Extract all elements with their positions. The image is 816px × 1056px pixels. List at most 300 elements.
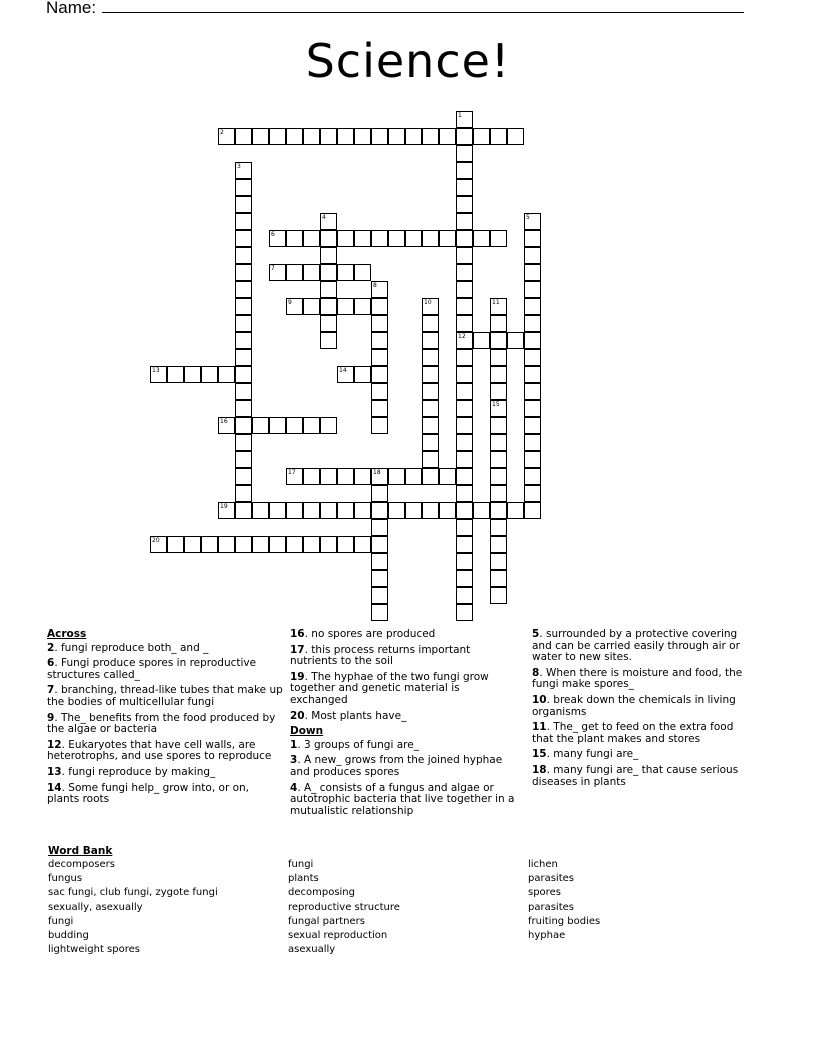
clue-number: 5 [526, 214, 530, 221]
grid-cell[interactable] [303, 230, 320, 247]
grid-cell[interactable] [337, 128, 354, 145]
grid-cell[interactable] [405, 502, 422, 519]
grid-cell[interactable] [371, 281, 388, 298]
word-bank-item: sexually, asexually [48, 901, 143, 913]
clue-number: 3 [290, 754, 298, 767]
grid-cell[interactable] [235, 179, 252, 196]
grid-cell[interactable] [456, 502, 473, 519]
grid-cell[interactable] [303, 417, 320, 434]
grid-cell[interactable] [490, 451, 507, 468]
word-bank-header: Word Bank [48, 845, 113, 857]
grid-cell[interactable] [354, 230, 371, 247]
grid-cell[interactable] [456, 400, 473, 417]
clue-number: 17 [290, 643, 305, 656]
grid-cell[interactable] [235, 502, 252, 519]
grid-cell[interactable] [456, 247, 473, 264]
grid-cell[interactable] [150, 536, 167, 553]
grid-cell[interactable] [456, 417, 473, 434]
grid-cell[interactable] [456, 230, 473, 247]
grid-cell[interactable] [473, 230, 490, 247]
grid-cell[interactable] [235, 264, 252, 281]
grid-cell[interactable] [422, 315, 439, 332]
word-bank-item: fungi [288, 859, 314, 870]
grid-cell[interactable] [320, 128, 337, 145]
grid-cell[interactable] [422, 417, 439, 434]
grid-cell[interactable] [371, 553, 388, 570]
grid-cell[interactable] [303, 264, 320, 281]
grid-cell[interactable] [456, 332, 473, 349]
grid-cell[interactable] [456, 145, 473, 162]
grid-cell[interactable] [320, 502, 337, 519]
grid-cell[interactable] [456, 485, 473, 502]
grid-cell[interactable] [235, 485, 252, 502]
grid-cell[interactable] [490, 570, 507, 587]
grid-cell[interactable] [303, 298, 320, 315]
grid-cell[interactable] [456, 366, 473, 383]
word-bank-column [48, 858, 218, 957]
grid-cell[interactable] [524, 213, 541, 230]
grid-cell[interactable] [235, 281, 252, 298]
grid-cell[interactable] [524, 247, 541, 264]
clue-number: 9 [288, 299, 292, 306]
grid-cell[interactable] [354, 502, 371, 519]
word-bank-item: decomposers [48, 859, 116, 870]
grid-cell[interactable] [473, 332, 490, 349]
grid-cell[interactable] [286, 298, 303, 315]
grid-cell[interactable] [524, 332, 541, 349]
clue-item: 17. this process returns important nutrients to the soil [290, 643, 471, 668]
grid-cell[interactable] [286, 128, 303, 145]
clue-number: 4 [290, 781, 298, 794]
clue-number: 2 [220, 129, 224, 136]
grid-cell[interactable] [405, 128, 422, 145]
grid-cell[interactable] [371, 570, 388, 587]
grid-cell[interactable] [456, 587, 473, 604]
word-bank-item: fruiting bodies [528, 915, 601, 927]
clue-number: 11 [492, 299, 500, 306]
grid-cell[interactable] [388, 502, 405, 519]
word-bank-column [288, 858, 400, 957]
grid-cell[interactable] [371, 332, 388, 349]
grid-cell[interactable] [286, 230, 303, 247]
grid-cell[interactable] [524, 434, 541, 451]
grid-cell[interactable] [371, 417, 388, 434]
grid-cell[interactable] [320, 213, 337, 230]
clue-item: 8. When there is moisture and food, the fungi make spores_ [532, 666, 743, 691]
grid-cell[interactable] [490, 485, 507, 502]
grid-cell[interactable] [235, 230, 252, 247]
grid-cell[interactable] [235, 468, 252, 485]
grid-cell[interactable] [303, 502, 320, 519]
grid-cell[interactable] [422, 332, 439, 349]
grid-cell[interactable] [201, 536, 218, 553]
grid-cell[interactable] [456, 553, 473, 570]
clue-number: 18 [373, 469, 381, 476]
grid-cell[interactable] [405, 230, 422, 247]
clue-number: 13 [47, 765, 62, 778]
grid-cell[interactable] [269, 128, 286, 145]
word-bank-item: budding [48, 930, 89, 942]
grid-cell[interactable] [524, 383, 541, 400]
grid-cell[interactable] [456, 451, 473, 468]
grid-cell[interactable] [422, 502, 439, 519]
grid-cell[interactable] [524, 315, 541, 332]
clue-item: 14. Some fungi help_ grow into, or on, plants roots [47, 781, 250, 806]
grid-cell[interactable] [337, 298, 354, 315]
clue-item: 10. break down the chemicals in living organisms [532, 693, 736, 718]
grid-cell[interactable] [439, 128, 456, 145]
grid-cell[interactable] [337, 264, 354, 281]
word-bank-column [528, 858, 600, 943]
grid-cell[interactable] [507, 502, 524, 519]
grid-cell[interactable] [235, 434, 252, 451]
clue-number: 6 [47, 657, 55, 670]
grid-cell[interactable] [456, 383, 473, 400]
word-bank-item: fungal partners [288, 915, 365, 927]
clue-item: 9. The_ benefits from the food produced by the algae or bacteria [47, 711, 276, 736]
clue-number: 10 [532, 693, 547, 706]
grid-cell[interactable] [235, 400, 252, 417]
name-label: Name: [46, 0, 97, 17]
grid-cell[interactable] [456, 315, 473, 332]
clue-number: 16 [290, 628, 305, 640]
clue-item: 11. The_ get to feed on the extra food that the plant makes and stores [532, 721, 734, 745]
grid-cell[interactable] [235, 536, 252, 553]
grid-cell[interactable] [422, 349, 439, 366]
grid-cell[interactable] [490, 230, 507, 247]
grid-cell[interactable] [456, 281, 473, 298]
grid-cell[interactable] [490, 400, 507, 417]
clue-item: 15. many fungi are_ [532, 748, 639, 761]
grid-cell[interactable] [422, 298, 439, 315]
grid-cell[interactable] [252, 417, 269, 434]
grid-cell[interactable] [524, 230, 541, 247]
grid-cell[interactable] [371, 128, 388, 145]
clue-number: 1 [458, 112, 462, 119]
grid-cell[interactable] [490, 128, 507, 145]
grid-cell[interactable] [286, 468, 303, 485]
clue-item: 18. many fungi are_ that cause serious diseases in plants [532, 763, 739, 788]
grid-cell[interactable] [371, 468, 388, 485]
clue-number: 15 [492, 401, 500, 408]
grid-cell[interactable] [422, 468, 439, 485]
grid-cell[interactable] [422, 230, 439, 247]
grid-cell[interactable] [320, 230, 337, 247]
grid-cell[interactable] [371, 298, 388, 315]
grid-cell[interactable] [371, 400, 388, 417]
grid-cell[interactable] [252, 536, 269, 553]
grid-cell[interactable] [456, 604, 473, 621]
clue-number: 7 [271, 265, 275, 272]
grid-cell[interactable] [218, 128, 235, 145]
grid-cell[interactable] [456, 519, 473, 536]
grid-cell[interactable] [405, 468, 422, 485]
clue-section-header: Down [290, 725, 324, 738]
grid-cell[interactable] [371, 383, 388, 400]
clue-number: 2 [47, 641, 55, 654]
grid-cell[interactable] [269, 417, 286, 434]
page-title: Science! [305, 34, 511, 88]
grid-cell[interactable] [524, 502, 541, 519]
grid-cell[interactable] [252, 128, 269, 145]
grid-cell[interactable] [524, 349, 541, 366]
grid-cell[interactable] [490, 349, 507, 366]
grid-cell[interactable] [456, 298, 473, 315]
grid-cell[interactable] [524, 264, 541, 281]
grid-cell[interactable] [320, 264, 337, 281]
clue-number: 1 [290, 738, 298, 751]
grid-cell[interactable] [286, 502, 303, 519]
grid-cell[interactable] [422, 451, 439, 468]
grid-cell[interactable] [371, 230, 388, 247]
grid-cell[interactable] [371, 366, 388, 383]
grid-cell[interactable] [235, 315, 252, 332]
grid-cell[interactable] [456, 162, 473, 179]
grid-cell[interactable] [422, 128, 439, 145]
grid-cell[interactable] [235, 417, 252, 434]
grid-cell[interactable] [320, 247, 337, 264]
clue-number: 12 [47, 738, 62, 751]
name-field[interactable] [46, 0, 744, 18]
grid-cell[interactable] [337, 230, 354, 247]
grid-cell[interactable] [235, 247, 252, 264]
clue-item: 6. Fungi produce spores in reproductive structures called_ [47, 657, 257, 681]
grid-cell[interactable] [456, 570, 473, 587]
grid-cell[interactable] [490, 468, 507, 485]
clue-section-header: Across [47, 628, 87, 640]
grid-cell[interactable] [524, 400, 541, 417]
grid-cell[interactable] [320, 315, 337, 332]
clue-item: 13. fungi reproduce by making_ [47, 765, 216, 778]
grid-cell[interactable] [507, 332, 524, 349]
clue-number: 10 [424, 299, 432, 306]
clue-column [532, 629, 758, 792]
grid-cell[interactable] [235, 349, 252, 366]
word-bank-item: sac fungi, club fungi, zygote fungi [48, 887, 218, 899]
clue-number: 7 [47, 684, 55, 697]
grid-cell[interactable] [303, 468, 320, 485]
grid-cell[interactable] [456, 179, 473, 196]
grid-cell[interactable] [388, 128, 405, 145]
grid-cell[interactable] [167, 536, 184, 553]
grid-cell[interactable] [235, 128, 252, 145]
grid-cell[interactable] [303, 536, 320, 553]
grid-cell[interactable] [473, 128, 490, 145]
grid-cell[interactable] [524, 366, 541, 383]
grid-cell[interactable] [167, 366, 184, 383]
clue-item: 3. A new_ grows from the joined hyphae and produces spores [290, 754, 503, 778]
clue-number: 11 [532, 721, 547, 734]
grid-cell[interactable] [286, 264, 303, 281]
grid-cell[interactable] [490, 553, 507, 570]
clue-number: 20 [290, 709, 305, 722]
grid-cell[interactable] [490, 434, 507, 451]
word-bank-item: parasites [528, 873, 574, 885]
grid-cell[interactable] [456, 349, 473, 366]
word-bank-item: plants [288, 873, 319, 885]
grid-cell[interactable] [490, 298, 507, 315]
grid-cell[interactable] [235, 213, 252, 230]
grid-cell[interactable] [490, 519, 507, 536]
grid-cell[interactable] [320, 281, 337, 298]
grid-cell[interactable] [490, 366, 507, 383]
grid-cell[interactable] [184, 536, 201, 553]
clue-number: 16 [220, 418, 228, 425]
grid-cell[interactable] [439, 230, 456, 247]
word-bank-item: fungus [48, 873, 83, 885]
grid-cell[interactable] [235, 451, 252, 468]
grid-cell[interactable] [269, 264, 286, 281]
grid-cell[interactable] [337, 366, 354, 383]
clue-number: 8 [532, 666, 540, 679]
grid-cell[interactable] [371, 604, 388, 621]
clue-number: 20 [152, 537, 160, 544]
grid-cell[interactable] [354, 128, 371, 145]
clue-number: 6 [271, 231, 275, 238]
grid-cell[interactable] [337, 502, 354, 519]
clue-number: 12 [458, 333, 466, 340]
clue-number: 18 [532, 763, 547, 776]
grid-cell[interactable] [201, 366, 218, 383]
grid-cell[interactable] [218, 366, 235, 383]
grid-cell[interactable] [490, 502, 507, 519]
grid-cell[interactable] [235, 383, 252, 400]
grid-cell[interactable] [456, 128, 473, 145]
word-bank-item: lichen [528, 859, 558, 870]
grid-cell[interactable] [354, 366, 371, 383]
clue-number: 19 [290, 670, 305, 683]
grid-cell[interactable] [218, 502, 235, 519]
grid-cell[interactable] [235, 366, 252, 383]
grid-cell[interactable] [490, 315, 507, 332]
grid-cell[interactable] [371, 536, 388, 553]
word-bank-item: hyphae [528, 930, 566, 942]
grid-cell[interactable] [422, 366, 439, 383]
clue-item: 4. A_ consists of a fungus and algae or autotrophic bacteria that live together in a mutualistic relationship [290, 781, 515, 817]
word-bank-item: spores [528, 887, 561, 899]
word-bank-item: fungi [48, 915, 74, 927]
clue-number: 17 [288, 469, 296, 476]
clue-item: 16. no spores are produced [290, 628, 436, 640]
grid-cell[interactable] [320, 298, 337, 315]
grid-cell[interactable] [422, 400, 439, 417]
grid-cell[interactable] [371, 587, 388, 604]
grid-cell[interactable] [354, 298, 371, 315]
clue-number: 14 [47, 781, 62, 794]
grid-cell[interactable] [320, 332, 337, 349]
grid-cell[interactable] [371, 315, 388, 332]
grid-cell[interactable] [490, 417, 507, 434]
grid-cell[interactable] [354, 536, 371, 553]
grid-cell[interactable] [235, 162, 252, 179]
grid-cell[interactable] [456, 468, 473, 485]
word-bank-item: sexual reproduction [288, 930, 388, 942]
clue-number: 8 [373, 282, 377, 289]
grid-cell[interactable] [320, 468, 337, 485]
clue-number: 13 [152, 367, 160, 374]
grid-cell[interactable] [524, 485, 541, 502]
clue-number: 14 [339, 367, 347, 374]
word-bank-item: parasites [528, 901, 574, 913]
word-bank-item: decomposing [288, 887, 355, 899]
clue-item: 5. surrounded by a protective covering and can be carried easily through air or water to new sites. [532, 628, 740, 664]
grid-cell[interactable] [524, 417, 541, 434]
grid-cell[interactable] [286, 417, 303, 434]
grid-cell[interactable] [337, 468, 354, 485]
name-underline[interactable] [102, 0, 744, 13]
grid-cell[interactable] [490, 383, 507, 400]
grid-cell[interactable] [456, 111, 473, 128]
clue-item: 1. 3 groups of fungi are_ [290, 738, 419, 751]
grid-cell[interactable] [507, 128, 524, 145]
grid-cell[interactable] [235, 196, 252, 213]
clue-item: 12. Eukaryotes that have cell walls, are heterotrophs, and use spores to reproduce [47, 738, 272, 763]
grid-cell[interactable] [524, 281, 541, 298]
grid-cell[interactable] [218, 536, 235, 553]
grid-cell[interactable] [269, 502, 286, 519]
grid-cell[interactable] [354, 264, 371, 281]
grid-cell[interactable] [490, 536, 507, 553]
grid-cell[interactable] [354, 468, 371, 485]
clue-number: 4 [322, 214, 326, 221]
grid-cell[interactable] [252, 502, 269, 519]
grid-cell[interactable] [524, 468, 541, 485]
grid-cell[interactable] [371, 349, 388, 366]
grid-cell[interactable] [218, 417, 235, 434]
grid-cell[interactable] [422, 383, 439, 400]
grid-cell[interactable] [269, 536, 286, 553]
grid-cell[interactable] [371, 485, 388, 502]
clue-column [290, 629, 516, 821]
grid-cell[interactable] [184, 366, 201, 383]
grid-cell[interactable] [320, 417, 337, 434]
grid-cell[interactable] [320, 536, 337, 553]
grid-cell[interactable] [388, 468, 405, 485]
clue-item: 2. fungi reproduce both_ and _ [47, 641, 209, 654]
grid-cell[interactable] [337, 536, 354, 553]
grid-cell[interactable] [439, 468, 456, 485]
grid-cell[interactable] [524, 451, 541, 468]
grid-cell[interactable] [490, 587, 507, 604]
grid-cell[interactable] [439, 502, 456, 519]
grid-cell[interactable] [388, 230, 405, 247]
word-bank-item: asexually [288, 944, 336, 956]
grid-cell[interactable] [524, 298, 541, 315]
grid-cell[interactable] [303, 128, 320, 145]
clue-number: 15 [532, 748, 547, 761]
grid-cell[interactable] [235, 298, 252, 315]
grid-cell[interactable] [490, 332, 507, 349]
word-bank-item: reproductive structure [288, 901, 400, 913]
clue-item: 7. branching, thread-like tubes that make up the bodies of multicellular fungi [47, 684, 283, 708]
grid-cell[interactable] [456, 196, 473, 213]
grid-cell[interactable] [456, 536, 473, 553]
grid-cell[interactable] [269, 230, 286, 247]
grid-cell[interactable] [422, 434, 439, 451]
grid-cell[interactable] [150, 366, 167, 383]
word-bank-item: lightweight spores [48, 944, 140, 956]
clue-number: 19 [220, 503, 228, 510]
clue-number: 5 [532, 628, 540, 640]
grid-cell[interactable] [286, 536, 303, 553]
grid-cell[interactable] [473, 502, 490, 519]
grid-cell[interactable] [456, 434, 473, 451]
grid-cell[interactable] [235, 332, 252, 349]
grid-cell[interactable] [456, 264, 473, 281]
grid-cell[interactable] [456, 213, 473, 230]
grid-cell[interactable] [371, 519, 388, 536]
grid-cell[interactable] [371, 502, 388, 519]
